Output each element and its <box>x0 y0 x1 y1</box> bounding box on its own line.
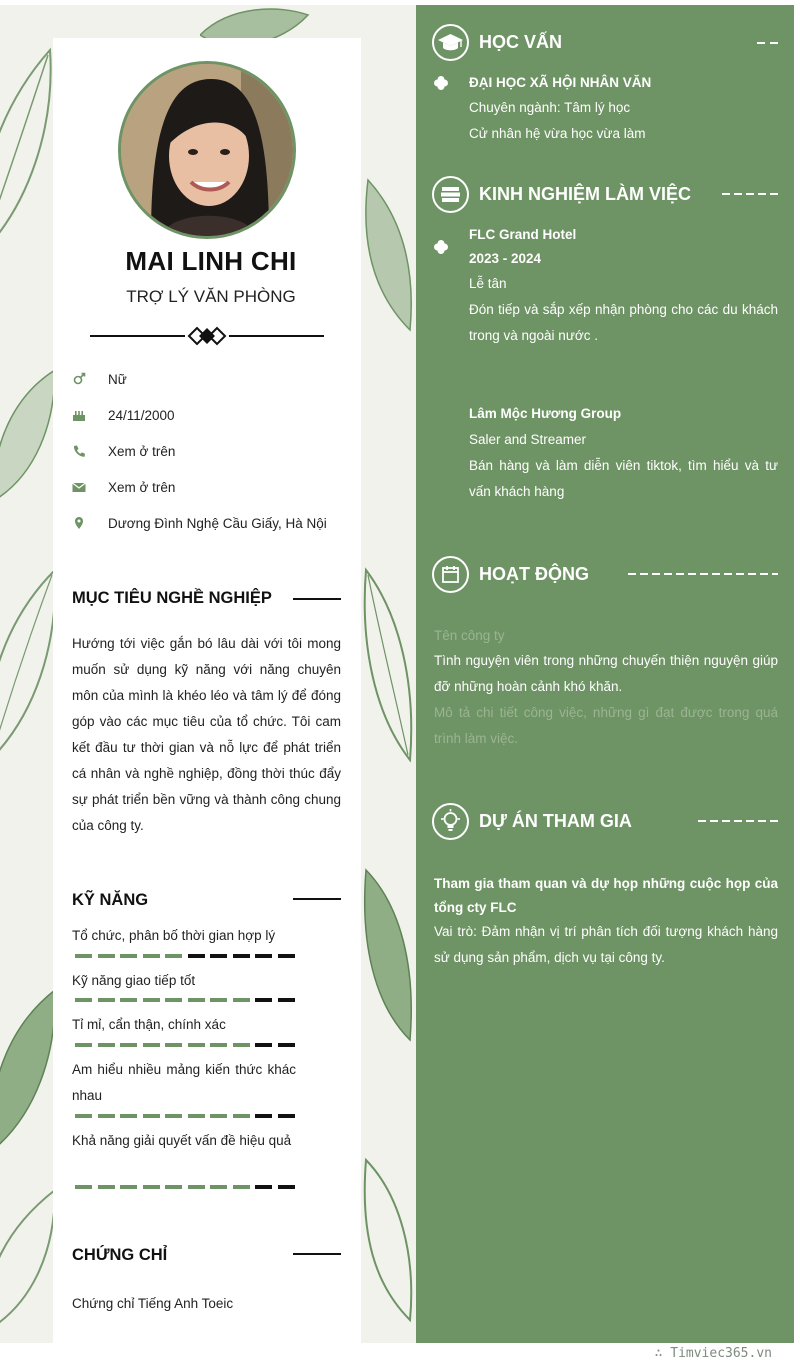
skill-segment <box>278 1185 295 1189</box>
projects-section-icon <box>432 803 469 840</box>
skill-segment <box>255 998 272 1002</box>
leaf-decoration <box>0 45 60 265</box>
skill-segment <box>210 1185 227 1189</box>
skill-level-bar <box>75 1114 300 1118</box>
info-gender-text: Nữ <box>108 371 127 387</box>
leaf-decoration <box>0 985 60 1155</box>
projects-dash <box>698 820 778 822</box>
skill-level-bar <box>75 998 300 1002</box>
skill-segment <box>75 1114 92 1118</box>
skill-segment <box>165 998 182 1002</box>
info-email-text[interactable]: Xem ở trên <box>108 479 176 495</box>
leaf-decoration <box>360 565 416 765</box>
skill-segment <box>165 1043 182 1047</box>
skill-segment <box>210 954 227 958</box>
job-position: Lễ tân <box>469 276 507 291</box>
candidate-name: MAI LINH CHI <box>125 246 297 276</box>
skill-segment <box>233 1185 250 1189</box>
job-period: 2023 - 2024 <box>469 251 542 266</box>
leaf-decoration <box>360 1155 416 1325</box>
avatar-portrait <box>121 64 293 236</box>
skills-rule <box>293 898 341 900</box>
skills-title: KỸ NĂNG <box>72 891 149 909</box>
skill-name: Kỹ năng giao tiếp tốt <box>72 973 196 988</box>
education-degree: Cử nhân hệ vừa học vừa làm <box>469 126 646 141</box>
phone-icon <box>72 444 86 458</box>
skill-segment <box>278 954 295 958</box>
clover-bullet-icon <box>433 239 449 255</box>
skill-segment <box>120 954 137 958</box>
skill-segment <box>165 954 182 958</box>
skill-segment <box>188 998 205 1002</box>
education-title: HỌC VẤN <box>479 32 563 52</box>
skill-level-bar <box>75 954 300 958</box>
skill-segment <box>120 998 137 1002</box>
activities-section-icon <box>432 556 469 593</box>
activity-text: Tình nguyện viên trong những chuyến thiện nguyện giúp đỡ những hoàn cảnh khó khăn. <box>434 653 778 694</box>
skill-segment <box>98 1043 115 1047</box>
skill-segment <box>233 1114 250 1118</box>
clover-bullet-icon <box>433 75 449 91</box>
skill-segment <box>98 954 115 958</box>
skill-segment <box>210 1114 227 1118</box>
gender-icon <box>72 372 86 386</box>
skill-segment <box>188 954 205 958</box>
info-phone-text[interactable]: Xem ở trên <box>108 443 176 459</box>
info-birthday <box>72 405 175 425</box>
skill-name: Am hiểu nhiều mảng kiến thức khác nhau <box>72 1062 296 1103</box>
activity-company-placeholder: Tên công ty <box>434 628 505 643</box>
info-gender <box>72 369 127 389</box>
skill-segment <box>120 1043 137 1047</box>
skill-name: Tổ chức, phân bố thời gian hợp lý <box>72 928 276 943</box>
activities-dash <box>628 573 778 575</box>
skill-segment <box>255 954 272 958</box>
skill-name: Tỉ mỉ, cẩn thận, chính xác <box>72 1017 226 1032</box>
skill-segment <box>255 1185 272 1189</box>
skill-segment <box>143 1043 160 1047</box>
skill-segment <box>98 1114 115 1118</box>
objective-rule <box>293 598 341 600</box>
skill-segment <box>75 954 92 958</box>
skill-segment <box>143 998 160 1002</box>
skill-segment <box>233 1043 250 1047</box>
job-description: Bán hàng và làm diễn viên tiktok, tìm hiểu và tư vấn khách hàng <box>469 458 778 499</box>
job-company: Lâm Mộc Hương Group <box>469 406 622 421</box>
skill-name: Khả năng giải quyết vấn đề hiệu quả <box>72 1133 292 1148</box>
skill-segment <box>210 998 227 1002</box>
skill-segment <box>165 1185 182 1189</box>
skill-segment <box>233 998 250 1002</box>
skill-segment <box>120 1114 137 1118</box>
skill-level-bar <box>75 1043 300 1047</box>
job-company: FLC Grand Hotel <box>469 227 577 242</box>
certificate-item: Chứng chỉ Tiếng Anh Toeic <box>72 1296 234 1311</box>
education-school: ĐẠI HỌC XÃ HỘI NHÂN VĂN <box>469 75 652 90</box>
skill-level-bar <box>75 1185 300 1189</box>
education-dash <box>757 42 778 44</box>
watermark: ∴ Timviec365.vn <box>654 1346 772 1361</box>
info-email <box>72 477 175 497</box>
job-position: Saler and Streamer <box>469 432 587 447</box>
experience-section-icon <box>432 176 469 213</box>
name-divider <box>90 326 324 346</box>
project-name: Tham gia tham quan và dự họp những cuộc họp của tổng cty FLC <box>434 876 778 915</box>
projects-title: DỰ ÁN THAM GIA <box>479 811 632 831</box>
lightbulb-gear-icon <box>434 805 467 838</box>
skill-segment <box>278 1114 295 1118</box>
experience-dash <box>722 193 778 195</box>
leaf-decoration <box>0 565 60 765</box>
info-address-text: Dương Đình Nghệ Cầu Giấy, Hà Nội <box>108 515 327 531</box>
info-phone <box>72 441 175 461</box>
skill-segment <box>143 1114 160 1118</box>
activity-description-placeholder: Mô tả chi tiết công việc, những gì đạt được trong quá trình làm việc. <box>434 705 778 746</box>
skill-segment <box>98 1185 115 1189</box>
envelope-icon <box>72 480 86 494</box>
skill-segment <box>165 1114 182 1118</box>
leaf-decoration <box>0 365 60 505</box>
skill-segment <box>278 1043 295 1047</box>
project-role: Vai trò: Đảm nhận vị trí phân tích đối tượng khách hàng sử dụng sản phẩm, dịch vụ tại công ty. <box>434 924 778 965</box>
education-major: Chuyên ngành: Tâm lý học <box>469 100 631 115</box>
birthday-cake-icon <box>72 408 86 422</box>
skill-segment <box>98 998 115 1002</box>
certificates-title: CHỨNG CHỈ <box>72 1246 168 1264</box>
skill-segment <box>233 954 250 958</box>
skill-segment <box>75 998 92 1002</box>
leaf-decoration <box>360 865 416 1045</box>
skill-segment <box>255 1114 272 1118</box>
leaf-decoration <box>0 1185 60 1335</box>
calendar-icon <box>434 558 467 591</box>
info-birthday-text: 24/11/2000 <box>108 407 175 423</box>
education-section-icon <box>432 24 469 61</box>
objective-text: Hướng tới việc gắn bó lâu dài với tôi mong muốn sử dụng kỹ năng với năng chuyên môn của mình là khéo léo và tâm lý để đóng góp vào các mục tiêu của tổ chức. Tôi cam kết đầu tư thời gian và nỗ lực để phát triển cá nhân và nghề nghiệp, đồng thời thúc đẩy sự phát triển bền vững và thành công chung của công ty. <box>72 636 341 833</box>
avatar <box>118 61 296 239</box>
experience-title: KINH NGHIỆM LÀM VIỆC <box>479 184 692 204</box>
skill-segment <box>255 1043 272 1047</box>
skill-segment <box>188 1185 205 1189</box>
info-address <box>72 513 327 533</box>
skill-segment <box>188 1114 205 1118</box>
skill-segment <box>143 954 160 958</box>
skill-segment <box>120 1185 137 1189</box>
skill-segment <box>210 1043 227 1047</box>
skill-segment <box>143 1185 160 1189</box>
map-pin-icon <box>72 516 86 530</box>
job-description: Đón tiếp và sắp xếp nhận phòng cho các du khách trong và ngoài nước . <box>469 302 778 343</box>
skill-segment <box>75 1185 92 1189</box>
certificates-rule <box>293 1253 341 1255</box>
candidate-role: TRỢ LÝ VĂN PHÒNG <box>126 287 296 306</box>
objective-title: MỤC TIÊU NGHỀ NGHIỆP <box>72 589 272 607</box>
activities-title: HOẠT ĐỘNG <box>479 564 589 584</box>
skill-segment <box>75 1043 92 1047</box>
skill-segment <box>278 998 295 1002</box>
skill-segment <box>188 1043 205 1047</box>
books-icon <box>434 178 467 211</box>
graduation-cap-icon <box>434 26 467 59</box>
